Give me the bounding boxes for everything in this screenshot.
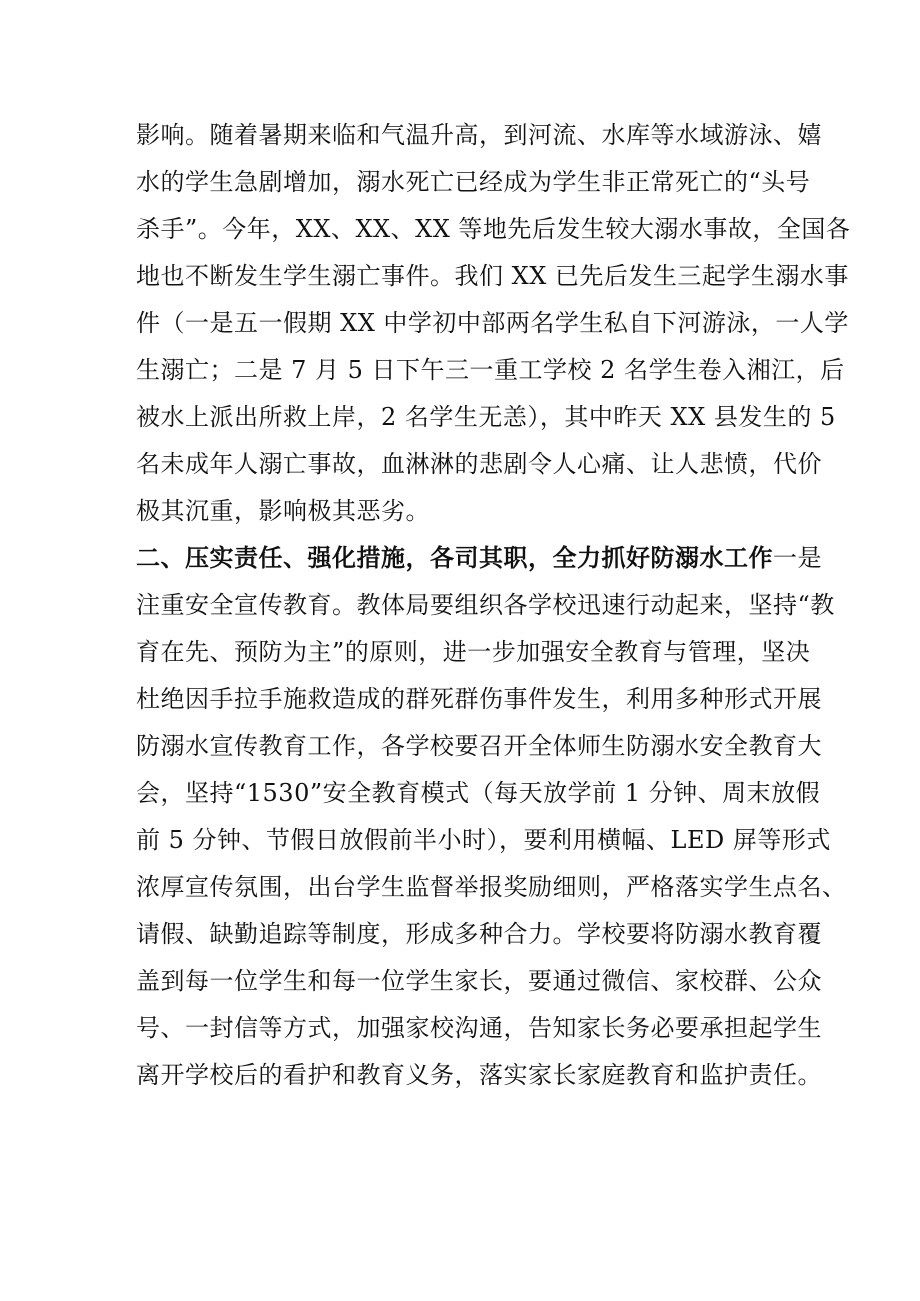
text-line: 号、一封信等方式，加强家校沟通，告知家长务必要承担起学生 xyxy=(136,1014,822,1042)
section-heading: 二、压实责任、强化措施，各司其职，全力抓好防溺水工作 xyxy=(136,544,773,572)
text-line: 请假、缺勤追踪等制度，形成多种合力。学校要将防溺水教育覆 xyxy=(136,920,822,948)
text-line: 盖到每一位学生和每一位学生家长，要通过微信、家校群、公众 xyxy=(136,967,822,995)
text-line: 育在先、预防为主”的原则，进一步加强安全教育与管理，坚决 xyxy=(136,638,811,666)
text-line: 防溺水宣传教育工作，各学校要召开全体师生防溺水安全教育大 xyxy=(136,732,822,760)
text-line: 名未成年人溺亡事故，血淋淋的悲剧令人心痛、让人悲愤，代价 xyxy=(136,450,822,478)
text-line: 影响。随着暑期来临和气温升高，到河流、水库等水域游泳、嬉 xyxy=(136,121,822,149)
section-2 xyxy=(136,535,847,1099)
text-line: 生溺亡；二是 7 月 5 日下午三一重工学校 2 名学生卷入湘江，后 xyxy=(136,356,845,384)
section-lead-text: 一是 xyxy=(773,544,822,572)
text-line: 杀手”。今年，XX、XX、XX 等地先后发生较大溺水事故，全国各 xyxy=(136,215,851,243)
text-line: 浓厚宣传氛围，出台学生监督举报奖励细则，严格落实学生点名、 xyxy=(136,873,847,901)
text-line: 离开学校后的看护和教育义务，落实家长家庭教育和监护责任。 xyxy=(136,1061,822,1089)
text-line: 注重安全宣传教育。教体局要组织各学校迅速行动起来，坚持“教 xyxy=(136,591,835,619)
paragraph-1 xyxy=(136,112,851,535)
section-heading-line xyxy=(136,535,822,582)
text-line: 水的学生急剧增加，溺水死亡已经成为学生非正常死亡的“头号 xyxy=(136,168,811,196)
text-line: 极其沉重，影响极其恶劣。 xyxy=(136,497,430,525)
document-body xyxy=(136,112,851,1099)
text-line: 前 5 分钟、节假日放假前半小时），要利用横幅、LED 屏等形式 xyxy=(136,826,831,854)
text-line: 被水上派出所救上岸，2 名学生无恙），其中昨天 XX 县发生的 5 xyxy=(136,403,836,431)
text-line: 件（一是五一假期 XX 中学初中部两名学生私自下河游泳，一人学 xyxy=(136,309,849,337)
text-line: 地也不断发生学生溺亡事件。我们 XX 已先后发生三起学生溺水事 xyxy=(136,262,849,290)
text-line: 会，坚持“1530”安全教育模式（每天放学前 1 分钟、周末放假 xyxy=(136,779,821,807)
text-line: 杜绝因手拉手施救造成的群死群伤事件发生，利用多种形式开展 xyxy=(136,685,822,713)
